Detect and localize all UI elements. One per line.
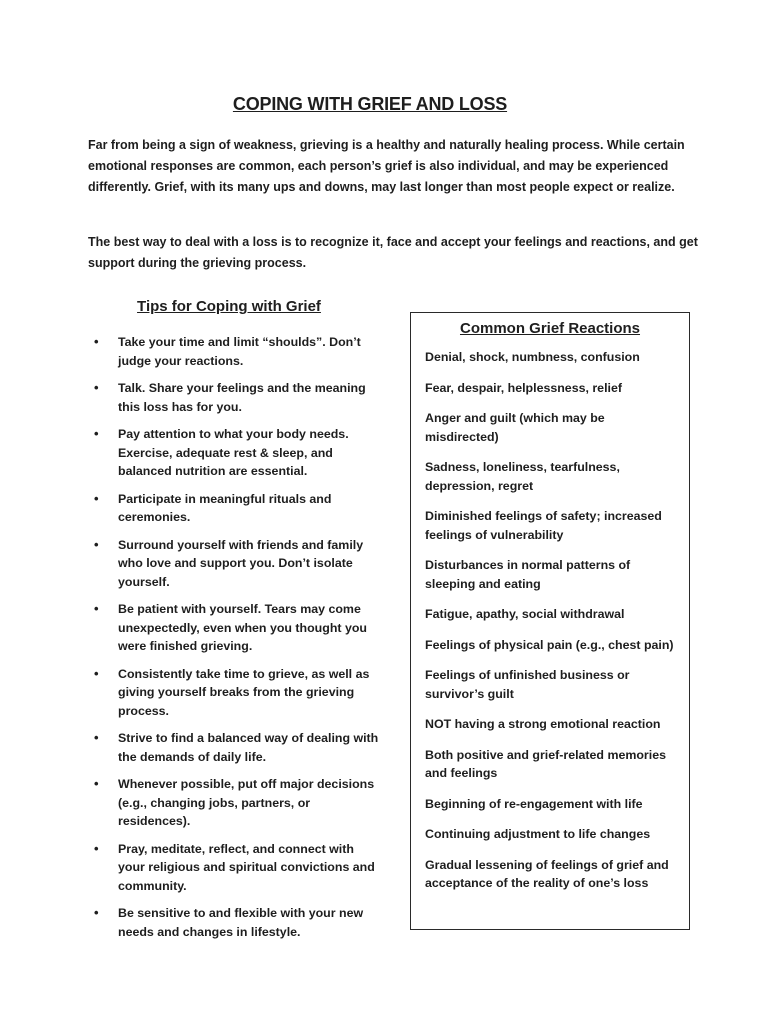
reactions-box (410, 312, 690, 930)
tip-text: Take your time and limit “shoulds”. Don’t judge your reactions. (118, 335, 361, 368)
tip-text: Be patient with yourself. Tears may come unexpectedly, even when you thought you were finished grieving. (118, 602, 367, 653)
tips-list (92, 333, 382, 950)
tip-text: Talk. Share your feelings and the meaning this loss has for you. (118, 381, 366, 414)
reaction-item: Anger and guilt (which may be misdirected) (425, 411, 605, 444)
bullet-icon: • (94, 536, 99, 552)
tip-text: Participate in meaningful rituals and ceremonies. (118, 491, 332, 524)
reaction-item: Beginning of re-engagement with life (425, 796, 643, 811)
tip-text: Pray, meditate, reflect, and connect with your religious and spiritual convictions and community. (118, 841, 375, 893)
tip-item (92, 665, 382, 721)
intro-paragraph: The best way to deal with a loss is to recognize it, face and accept your feelings and reactions, and get support during the grieving process. (88, 235, 698, 270)
bullet-icon: • (94, 601, 99, 616)
intro-paragraph: Far from being a sign of weakness, grieving is a healthy and naturally healing process. While certain emotional responses are common, each person’s grief is also individual, and may be experienced differently. Grief, with its many ups and downs, may last longer than most people expect or realize. (88, 138, 685, 194)
tip-item (92, 600, 382, 656)
reactions-heading: Common Grief Reactions (459, 320, 641, 337)
tip-text: Consistently take time to grieve, as well as giving yourself breaks from the grieving process. (118, 666, 370, 718)
bullet-icon: • (94, 665, 99, 681)
page-title: COPING WITH GRIEF AND LOSS (232, 94, 508, 114)
reaction-item: Diminished feelings of safety; increased feelings of vulnerability (425, 509, 662, 542)
tip-item (92, 425, 382, 481)
tip-item (92, 729, 382, 766)
tip-item (92, 904, 382, 941)
tips-heading: Tips for Coping with Grief (137, 298, 321, 315)
tip-item (92, 333, 382, 370)
tip-text: Surround yourself with friends and family who love and support you. Don’t isolate yourself. (118, 537, 364, 589)
reaction-item: Fear, despair, helplessness, relief (425, 380, 622, 395)
bullet-icon: • (94, 840, 99, 856)
reaction-item: Denial, shock, numbness, confusion (425, 350, 640, 364)
reactions-list (411, 348, 689, 893)
bullet-icon: • (94, 730, 99, 745)
tip-item (92, 490, 382, 527)
tip-text: Strive to find a balanced way of dealing with the demands of daily life. (118, 731, 379, 764)
bullet-icon: • (94, 776, 99, 791)
reaction-item: Gradual lessening of feelings of grief and acceptance of the reality of one’s loss (425, 857, 669, 890)
bullet-icon: • (94, 905, 99, 920)
reaction-item: Continuing adjustment to life changes (425, 827, 651, 841)
tip-item (92, 536, 382, 592)
reaction-item: Feelings of unfinished business or survivor’s guilt (425, 668, 630, 701)
reaction-item: Both positive and grief-related memories and feelings (425, 747, 666, 780)
tip-text: Be sensitive to and flexible with your new needs and changes in lifestyle. (118, 906, 364, 939)
tip-item (92, 379, 382, 416)
tip-item (92, 840, 382, 896)
bullet-icon: • (94, 490, 99, 506)
reaction-item: Feelings of physical pain (e.g., chest pain) (425, 637, 674, 652)
tip-text: Whenever possible, put off major decisions (e.g., changing jobs, partners, or residences). (118, 777, 375, 828)
reaction-item: Fatigue, apathy, social withdrawal (425, 607, 625, 621)
bullet-icon: • (94, 426, 99, 441)
bullet-icon: • (94, 380, 99, 395)
reaction-item: NOT having a strong emotional reaction (425, 717, 661, 731)
tip-item (92, 775, 382, 831)
tip-text: Pay attention to what your body needs. Exercise, adequate rest & sleep, and balanced nutrition are essential. (118, 427, 349, 478)
reaction-item: Sadness, loneliness, tearfulness, depression, regret (425, 460, 620, 493)
bullet-icon: • (94, 334, 99, 349)
reaction-item: Disturbances in normal patterns of sleeping and eating (425, 558, 631, 591)
